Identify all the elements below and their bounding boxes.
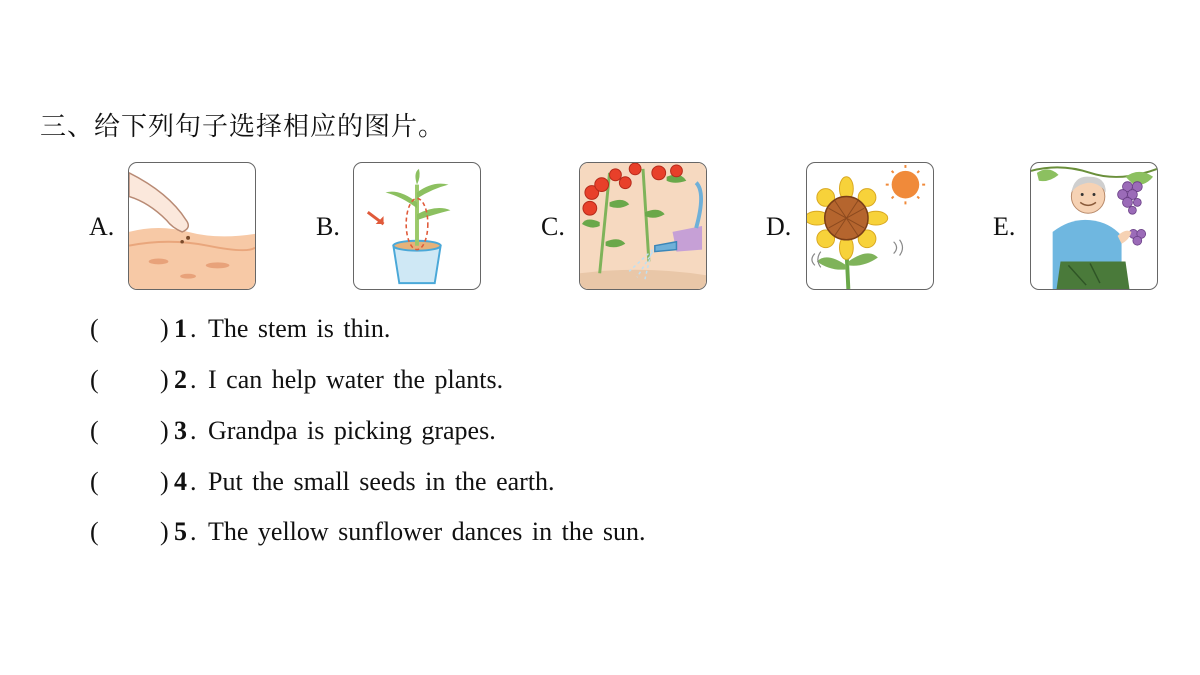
answer-blank-close: ) [160,467,169,496]
question-dot: . [190,416,197,445]
answer-blank-close: ) [160,416,169,445]
exercise-title: 三、给下列句子选择相应的图片。 [40,112,446,142]
answer-blank-open[interactable]: ( [90,467,99,496]
question-number: 4 [174,467,187,496]
question-dot: . [190,467,197,496]
question-dot: . [190,365,197,394]
question-text: Grandpa is picking grapes. [208,416,496,445]
question-number: 5 [174,517,187,546]
answer-blank-close: ) [160,365,169,394]
question-number: 2 [174,365,187,394]
question-number: 3 [174,416,187,445]
question-text: The yellow sunflower dances in the sun. [208,517,646,546]
question-text: Put the small seeds in the earth. [208,467,555,496]
answer-blank-open[interactable]: ( [90,365,99,394]
answer-blank-close: ) [160,517,169,546]
option-b-label: B. [316,212,340,241]
question-dot: . [190,314,197,343]
plant-stem-picture [353,162,481,290]
question-number: 1 [174,314,187,343]
option-d-label: D. [766,212,792,241]
watering-tomatoes-picture [579,162,707,290]
seed-planting-picture [128,162,256,290]
question-text: The stem is thin. [208,314,391,343]
answer-blank-close: ) [160,314,169,343]
grandpa-grapes-picture [1030,162,1158,290]
sunflower-picture [806,162,934,290]
answer-blank-open[interactable]: ( [90,517,99,546]
option-c-label: C. [541,212,565,241]
question-text: I can help water the plants. [208,365,504,394]
option-e-label: E. [993,212,1016,241]
answer-blank-open[interactable]: ( [90,314,99,343]
question-dot: . [190,517,197,546]
option-a-label: A. [89,212,115,241]
answer-blank-open[interactable]: ( [90,416,99,445]
